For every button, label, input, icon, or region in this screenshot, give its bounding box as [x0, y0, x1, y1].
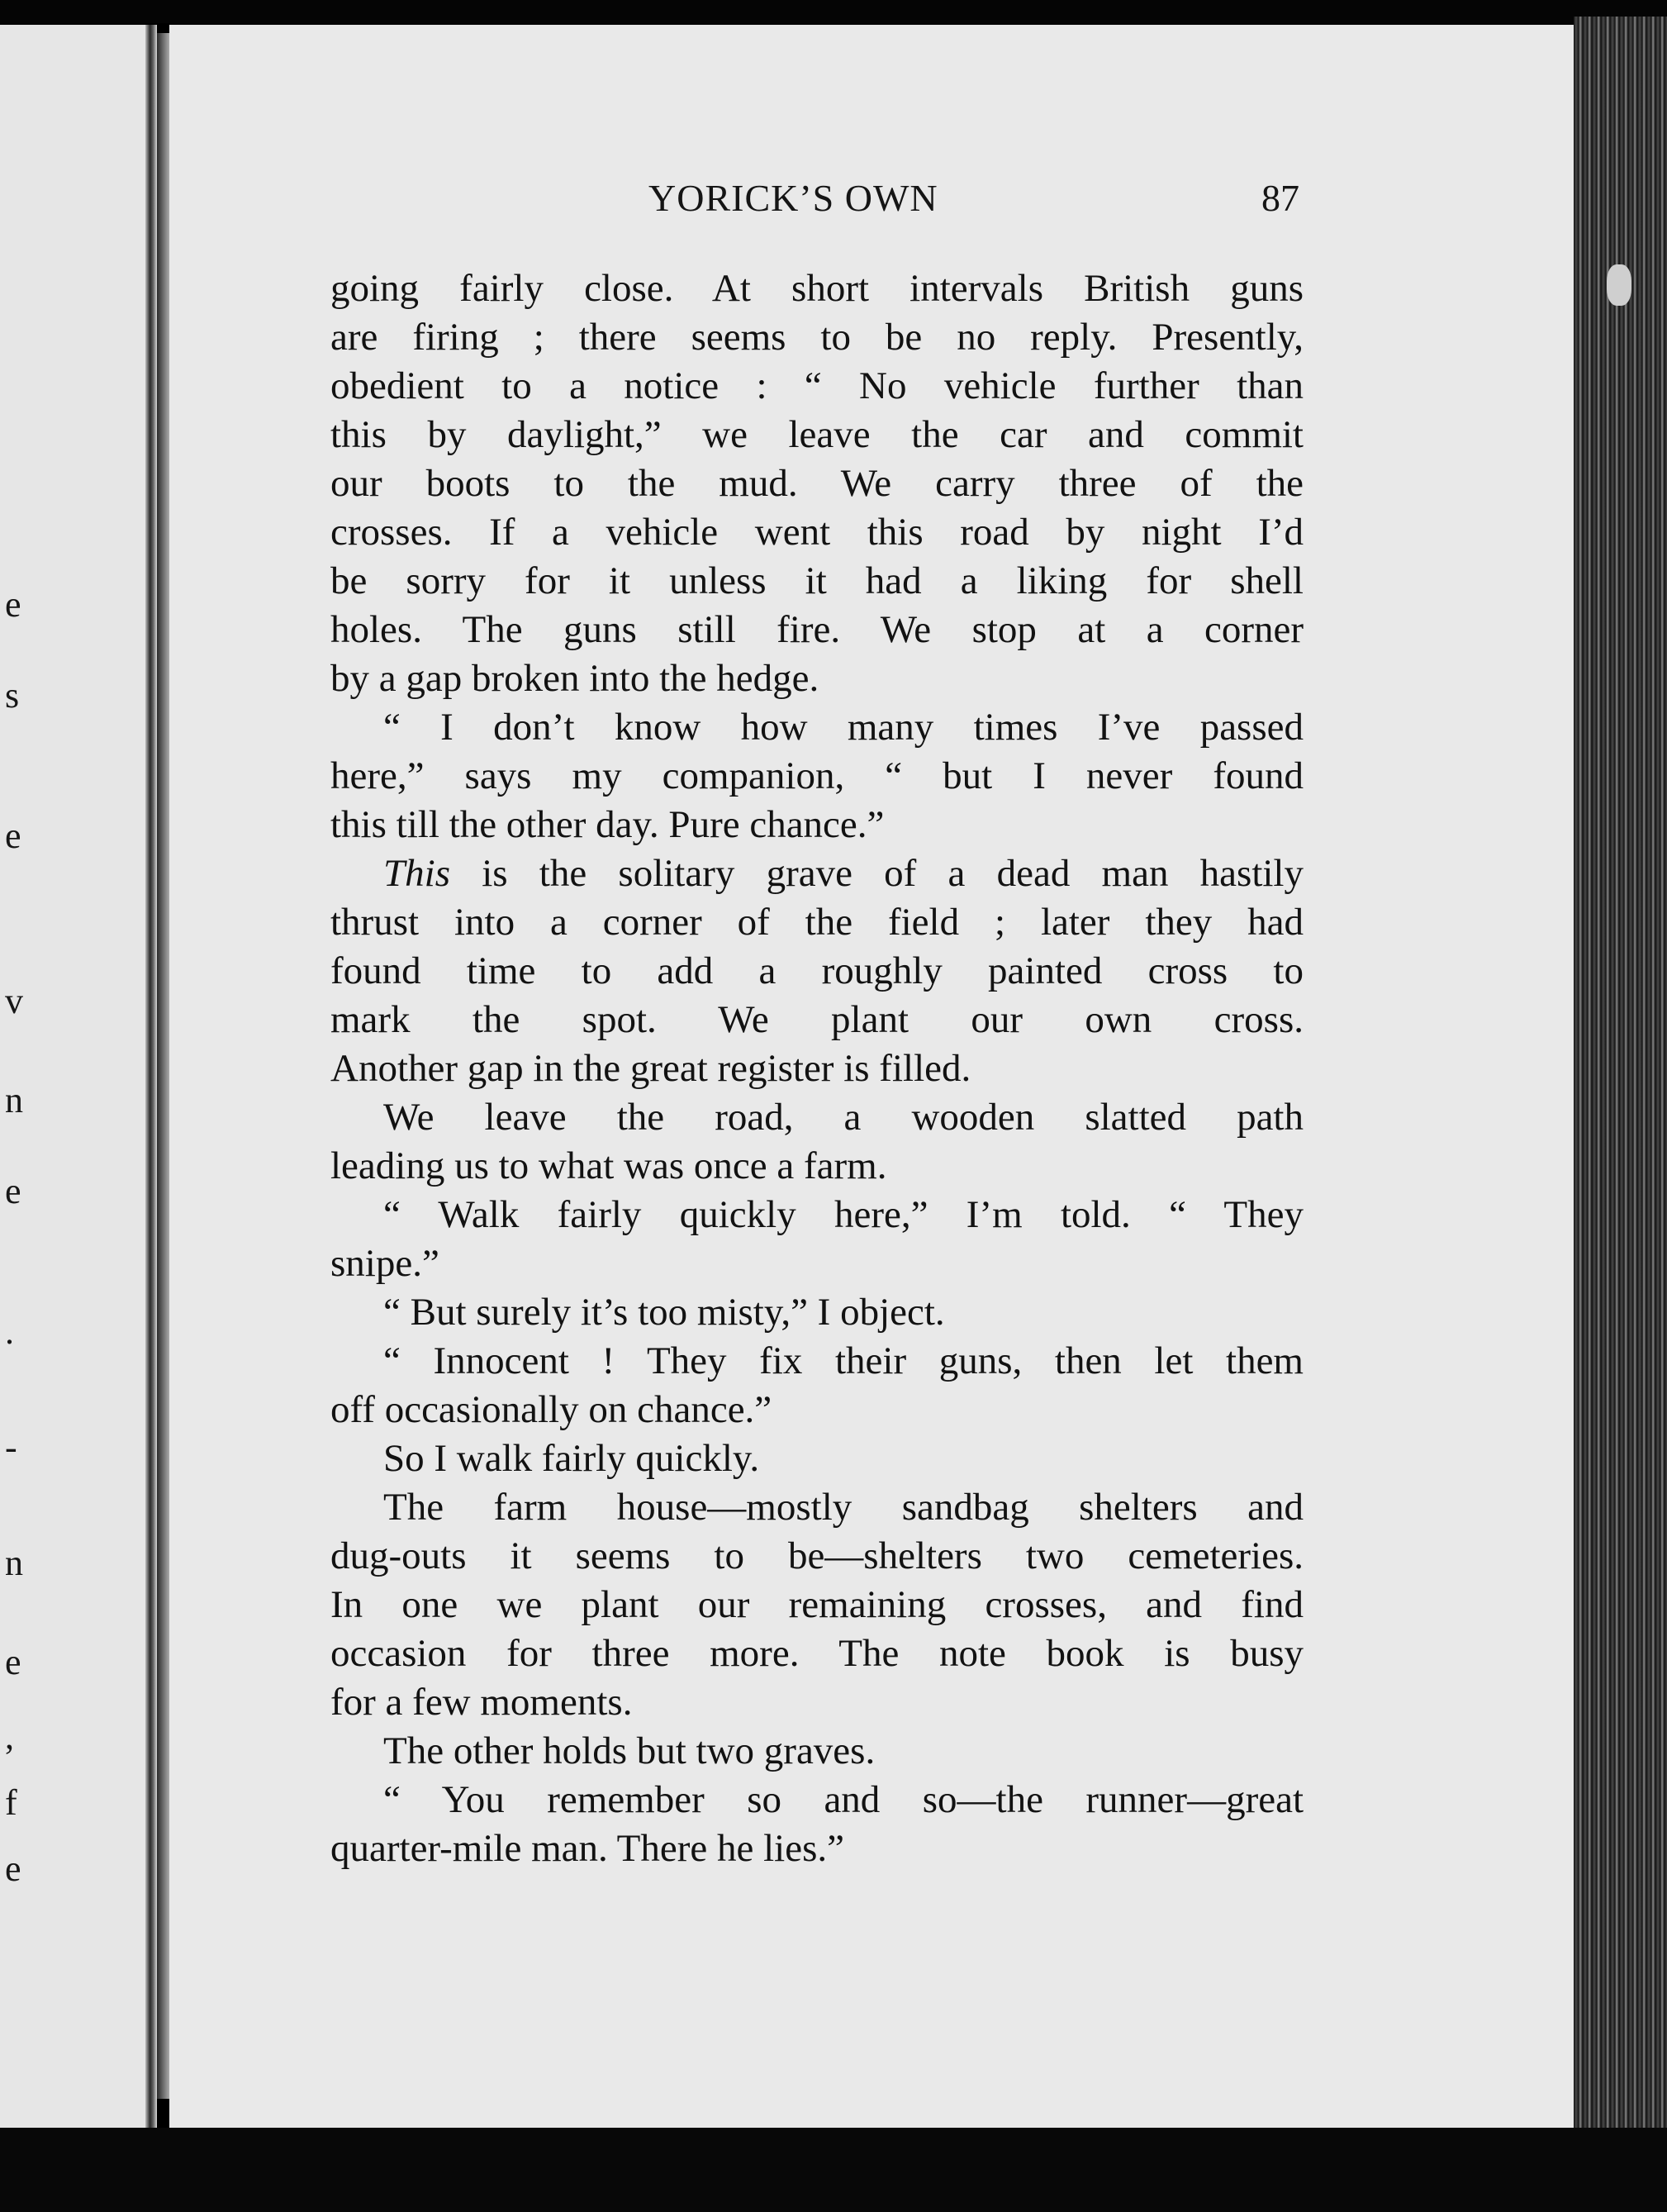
facing-page-letter: v [5, 981, 23, 1021]
text-line: “ But surely it’s too misty,” I object. [383, 1291, 945, 1334]
text-line: crosses. If a vehicle went this road by night I’d [330, 511, 1304, 554]
body-text [330, 264, 1304, 1873]
facing-page-letter: e [5, 1848, 21, 1889]
text-line: holes. The guns still fire. We stop at a corner [330, 608, 1304, 651]
text-line: obedient to a notice : “ No vehicle further than [330, 364, 1304, 407]
text-line: The other holds but two graves. [383, 1729, 876, 1772]
text-line: The farm house—mostly sandbag shelters and [383, 1486, 1304, 1529]
text-line: are firing ; there seems to be no reply. Presently, [330, 316, 1304, 359]
facing-page-letter: e [5, 816, 21, 856]
facing-page-letter: e [5, 1642, 21, 1682]
text-line: be sorry for it unless it had a liking for shell [330, 559, 1304, 602]
facing-page-letter: f [5, 1782, 17, 1823]
facing-page-letter: - [5, 1427, 17, 1468]
running-head: YORICK’S OWN [648, 177, 938, 219]
text-line: “ I don’t know how many times I’ve passed [383, 706, 1304, 749]
facing-page-letter: . [5, 1311, 14, 1352]
facing-page-shadow [145, 25, 157, 2132]
text-line: going fairly close. At short intervals British guns [330, 267, 1304, 310]
text-line: leading us to what was once a farm. [330, 1144, 887, 1187]
text-line: by a gap broken into the hedge. [330, 657, 819, 700]
scan-border-top [0, 0, 1667, 23]
text-line: “ Innocent ! They fix their guns, then let them [383, 1339, 1304, 1382]
text-line: In one we plant our remaining crosses, and find [330, 1583, 1304, 1626]
text-line: this till the other day. Pure chance.” [330, 803, 885, 846]
line-text: is the solitary grave of a dead man hastily [450, 852, 1304, 895]
facing-page-letter: , [5, 1716, 14, 1757]
text-line [330, 849, 1304, 898]
page-stack-edge [1574, 17, 1667, 2148]
text-line: “ You remember so and so—the runner—great [383, 1778, 1304, 1821]
facing-page-letter: s [5, 675, 20, 716]
text-line: this by daylight,” we leave the car and commit [330, 413, 1304, 456]
facing-page-edge [0, 25, 151, 2132]
text-line: off occasionally on chance.” [330, 1388, 772, 1431]
text-line: quarter-mile man. There he lies.” [330, 1827, 844, 1870]
text-line: our boots to the mud. We carry three of the [330, 462, 1304, 505]
facing-page-letter: n [5, 1543, 23, 1583]
text-line: for a few moments. [330, 1681, 633, 1724]
text-line: occasion for three more. The note book is busy [330, 1632, 1304, 1675]
text-line: snipe.” [330, 1242, 439, 1285]
text-line: found time to add a roughly painted cross to [330, 949, 1304, 992]
text-line: Another gap in the great register is filled. [330, 1047, 971, 1090]
italic-word: This [383, 852, 450, 895]
facing-page-letter: n [5, 1080, 23, 1120]
text-line: thrust into a corner of the field ; later they had [330, 901, 1304, 944]
scan-border-bottom [0, 2128, 1667, 2212]
page-number: 87 [1261, 177, 1299, 219]
facing-page-letter: e [5, 1171, 21, 1211]
text-line: here,” says my companion, “ but I never found [330, 754, 1304, 797]
text-line: We leave the road, a wooden slatted path [383, 1096, 1304, 1139]
scan-speck [1607, 264, 1631, 306]
facing-page-letter: e [5, 584, 21, 625]
text-line: So I walk fairly quickly. [383, 1437, 760, 1480]
text-line: “ Walk fairly quickly here,” I’m told. “ They [383, 1193, 1304, 1236]
text-line: dug-outs it seems to be—shelters two cemeteries. [330, 1534, 1304, 1577]
text-line: mark the spot. We plant our own cross. [330, 998, 1304, 1041]
